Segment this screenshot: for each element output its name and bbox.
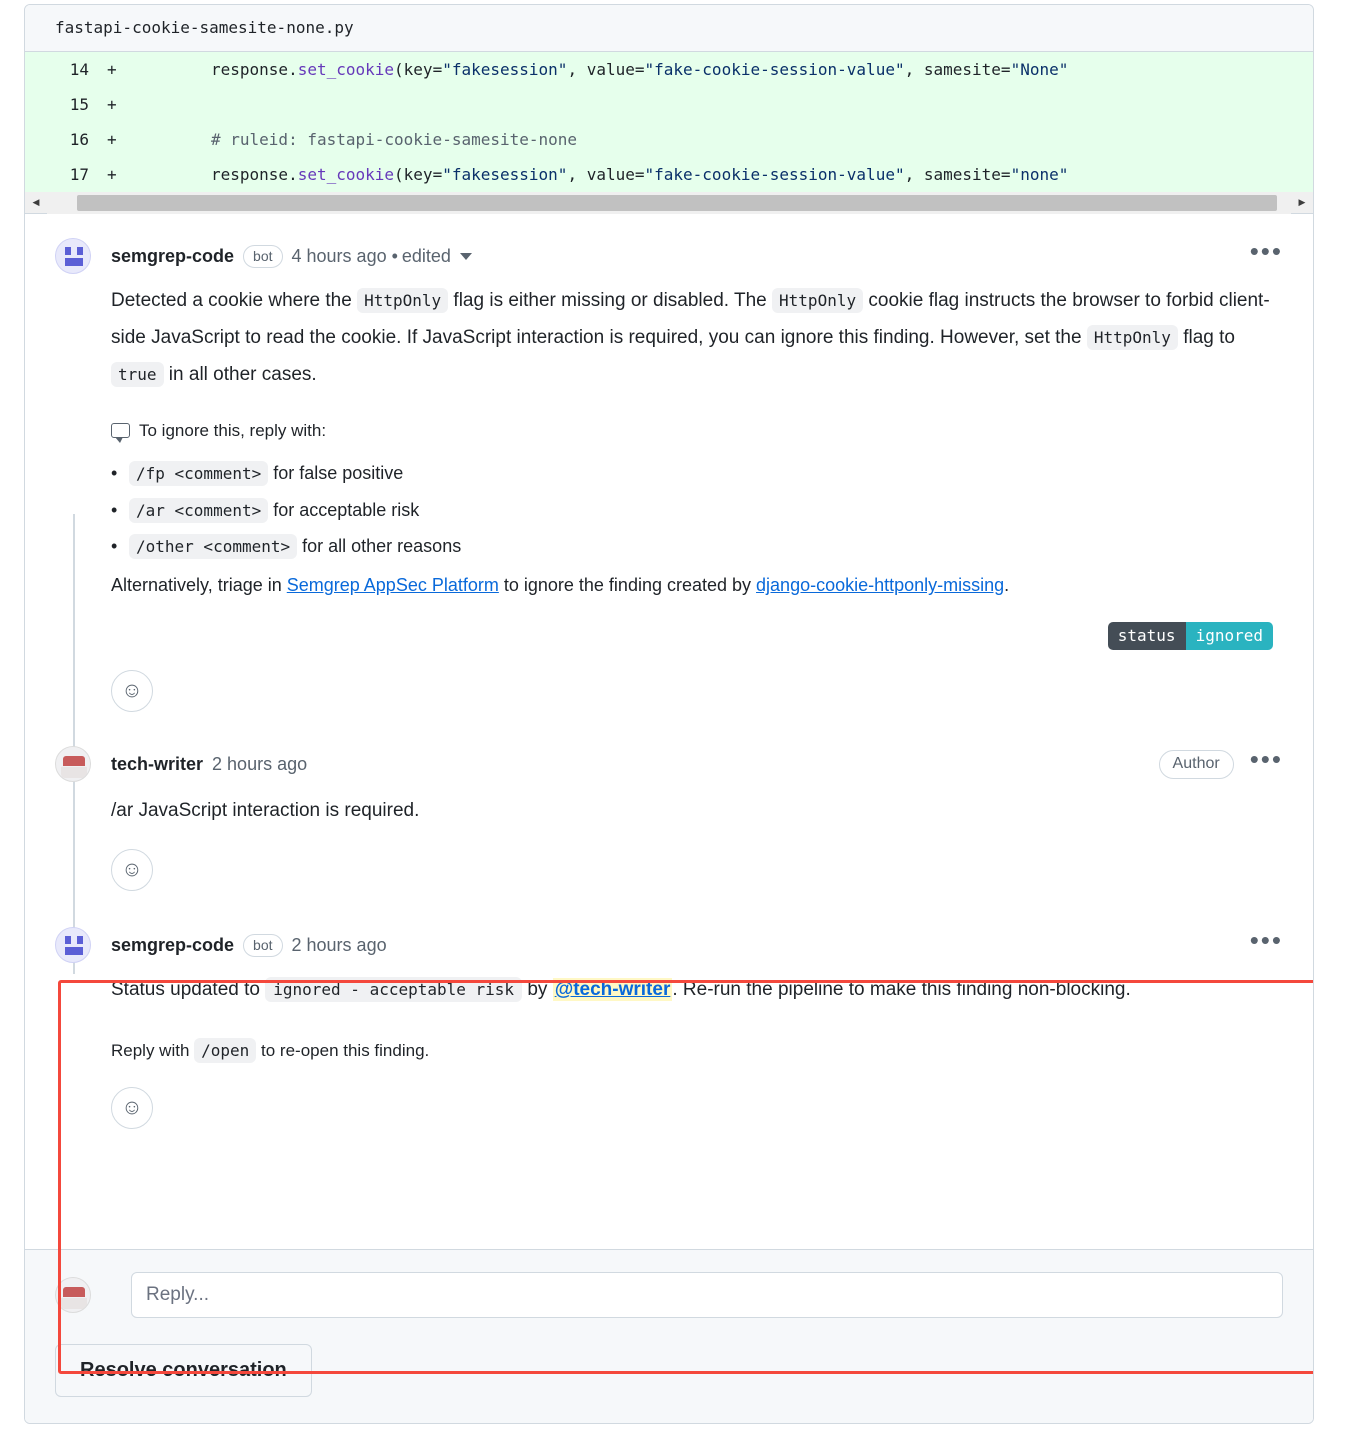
list-item (111, 455, 1273, 492)
mention-tech-writer[interactable]: @tech-writer (554, 979, 671, 1001)
comment-author[interactable]: tech-writer (111, 753, 204, 774)
status-badge-label: status (1108, 622, 1186, 650)
diff-line-number: 16 (69, 130, 89, 150)
reply-option-text-fp: for false positive (268, 462, 404, 483)
comment-status-update (25, 891, 1313, 1129)
reply-input[interactable] (131, 1272, 1283, 1318)
reply-options-list (111, 455, 1273, 566)
inline-code-httponly-1: HttpOnly (357, 288, 448, 313)
avatar-semgrep-bot[interactable] (55, 238, 91, 274)
ignore-note-text: To ignore this, reply with: (139, 420, 327, 440)
diff-line-number: 14 (69, 60, 89, 80)
chevron-down-icon[interactable] (460, 253, 472, 260)
author-badge: Author (1159, 750, 1234, 779)
comment-body (55, 792, 1283, 829)
comment-options-kebab-icon[interactable]: ••• (1249, 744, 1283, 775)
reopen-instruction (55, 1034, 1283, 1067)
body-text-1: Detected a cookie where the (111, 290, 358, 312)
body-text-4: flag to (1177, 327, 1235, 349)
inline-code-httponly-2: HttpOnly (772, 288, 863, 313)
comment-header-actions (1159, 744, 1283, 779)
avatar-semgrep-bot[interactable] (55, 927, 91, 963)
body-text-2: flag is either missing or disabled. The (448, 290, 773, 312)
comment-timestamp: 2 hours ago (212, 753, 308, 774)
diff-line-code: # ruleid: fastapi-cookie-samesite-none (211, 130, 578, 150)
body-text-3: cookie flag instructs the browser to forbid client-side JavaScript to read the cookie. If JavaScript interaction is required, you can ignore this finding. However, set the (111, 290, 1270, 349)
avatar-tech-writer[interactable] (55, 746, 91, 782)
diff-line-code (147, 87, 211, 122)
status-badge-value: ignored (1186, 622, 1273, 650)
reply-option-text-ar: for acceptable risk (268, 499, 420, 520)
comment-header-actions (1249, 925, 1283, 956)
bot-badge: bot (243, 245, 282, 268)
diff-filename: fastapi-cookie-samesite-none.py (25, 5, 1313, 52)
footer-actions (25, 1344, 1313, 1423)
status-badge (1108, 622, 1273, 650)
comment-text: /ar JavaScript interaction is required. (111, 800, 420, 822)
list-item (111, 492, 1273, 529)
diff-horizontal-scrollbar[interactable] (25, 192, 1313, 214)
comment-author[interactable]: semgrep-code (111, 934, 235, 955)
comment-tech-writer (25, 716, 1313, 891)
review-thread-card (24, 4, 1314, 1424)
comment-header (55, 903, 1283, 963)
diff-line (25, 157, 1313, 192)
comment-timestamp: 2 hours ago (291, 934, 387, 955)
inline-code-fp: /fp <comment> (129, 461, 268, 486)
status-text-1: Status updated to (111, 979, 266, 1001)
add-reaction-button-3[interactable]: ☺ (111, 1087, 153, 1129)
comments-container (25, 214, 1313, 1249)
resolve-conversation-button[interactable]: Resolve conversation (55, 1344, 312, 1397)
diff-line-code: response.set_cookie(key="fakesession", value="fake-cookie-session-value", samesite="None" (211, 60, 1069, 80)
comment-author[interactable]: semgrep-code (111, 245, 235, 266)
reply-row (25, 1249, 1313, 1344)
diff-line-number: 15 (69, 95, 89, 115)
avatar-current-user[interactable] (55, 1277, 91, 1313)
diff-line (25, 87, 1313, 122)
reopen-suffix: to re-open this finding. (256, 1041, 430, 1061)
diff-line (25, 122, 1313, 157)
scrollbar-thumb[interactable] (77, 195, 1277, 211)
add-reaction-button-2[interactable]: ☺ (111, 849, 153, 891)
comment-semgrep-detection (25, 214, 1313, 716)
inline-code-true: true (111, 362, 164, 387)
comment-header-actions (1249, 236, 1283, 267)
ignore-instructions (55, 414, 1283, 601)
semgrep-platform-link[interactable]: Semgrep AppSec Platform (286, 575, 499, 596)
inline-code-other: /other <comment> (129, 534, 297, 559)
edited-label[interactable]: edited (401, 245, 451, 266)
reopen-line (111, 1034, 1273, 1067)
list-item (111, 528, 1273, 565)
diff-line-marker: + (107, 165, 117, 185)
scroll-right-arrow-icon[interactable]: ▶ (1298, 197, 1306, 208)
reply-option-text-other: for all other reasons (297, 536, 462, 557)
body-text-5: in all other cases. (163, 364, 317, 386)
alt-suffix: . (1004, 575, 1010, 596)
diff-line-marker: + (107, 130, 117, 150)
comment-options-kebab-icon[interactable]: ••• (1249, 236, 1283, 267)
inline-code-ar: /ar <comment> (129, 498, 268, 523)
diff-line-marker: + (107, 95, 117, 115)
add-reaction-button-1[interactable]: ☺ (111, 670, 153, 712)
comment-header (55, 214, 1283, 274)
comment-body (55, 971, 1283, 1008)
comment-header (55, 722, 1283, 782)
diff-line (25, 52, 1313, 87)
alt-prefix: Alternatively, triage in (111, 575, 287, 596)
reopen-prefix: Reply with (111, 1041, 195, 1061)
diff-code-block (25, 52, 1313, 192)
scrollbar-track[interactable] (47, 192, 1291, 214)
inline-code-httponly-3: HttpOnly (1087, 325, 1178, 350)
ignore-note-row (111, 414, 1273, 447)
scroll-left-arrow-icon[interactable]: ◀ (32, 197, 40, 208)
inline-code-status: ignored - acceptable risk (265, 977, 522, 1002)
comment-body (55, 282, 1283, 393)
comment-options-kebab-icon[interactable]: ••• (1249, 925, 1283, 956)
status-text-3: . Re-run the pipeline to make this finding non-blocking. (672, 979, 1131, 1001)
status-badge-row (55, 622, 1283, 650)
speech-bubble-icon (111, 423, 130, 438)
diff-line-code: response.set_cookie(key="fakesession", value="fake-cookie-session-value", samesite="none" (211, 165, 1069, 185)
bot-badge: bot (243, 934, 282, 957)
diff-line-number: 17 (69, 165, 89, 185)
diff-line-marker: + (107, 60, 117, 80)
rule-link[interactable]: django-cookie-httponly-missing (756, 575, 1005, 596)
alt-mid: to ignore the finding created by (498, 575, 757, 596)
comment-timestamp: 4 hours ago • (291, 245, 398, 266)
status-text-2: by (522, 979, 553, 1001)
alternative-triage-line (111, 571, 1273, 600)
inline-code-open: /open (194, 1038, 256, 1063)
